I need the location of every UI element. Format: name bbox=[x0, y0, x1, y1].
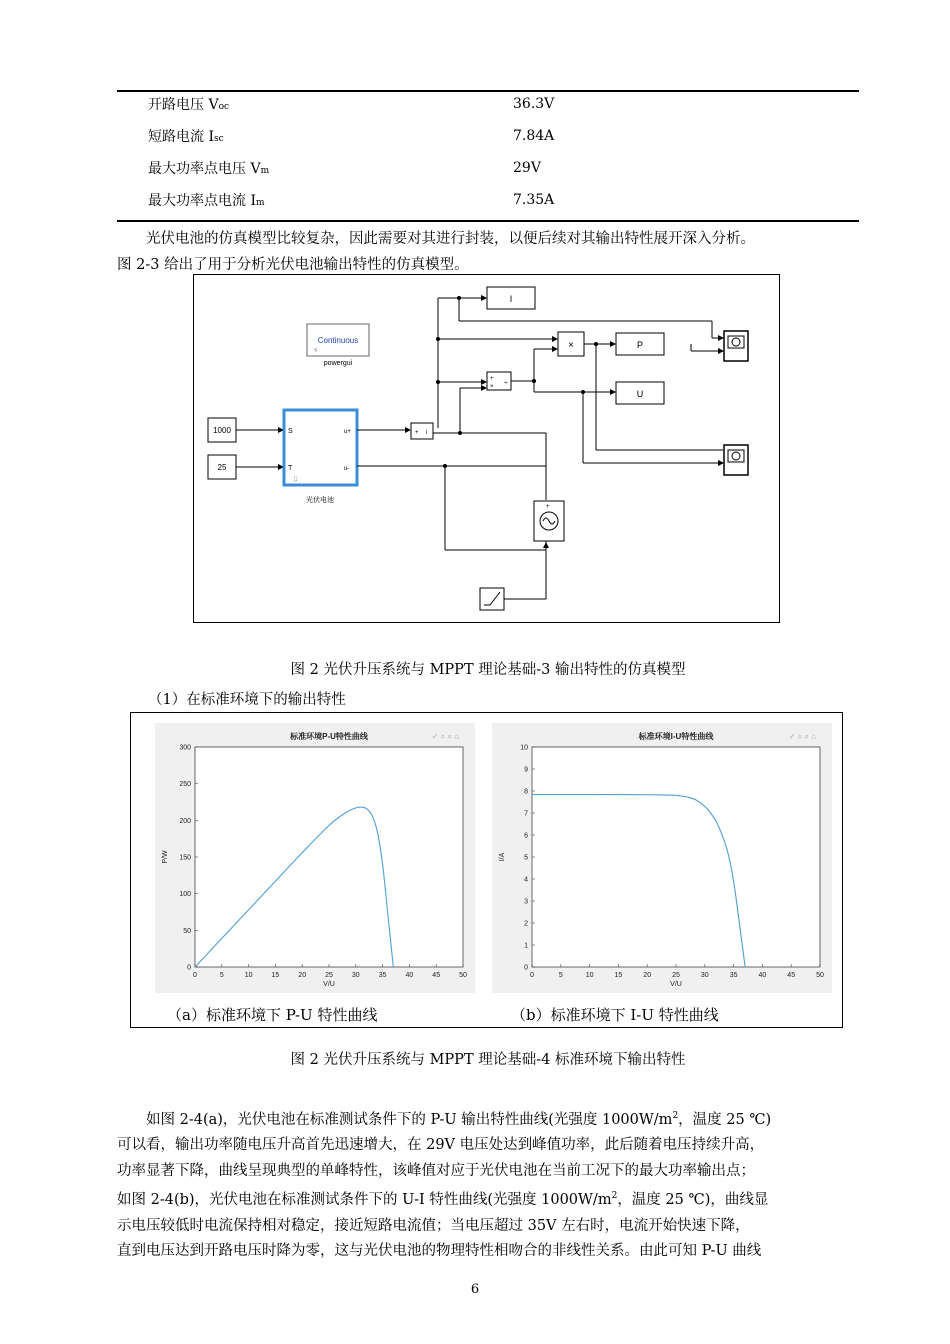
svg-text:1000: 1000 bbox=[213, 426, 231, 435]
svg-text:÷: ÷ bbox=[504, 380, 508, 387]
ramp-block[interactable] bbox=[480, 588, 504, 610]
divide-block[interactable] bbox=[487, 372, 511, 390]
chart-title: 标准环境P-U特性曲线 bbox=[290, 732, 368, 741]
y-tick-label: 250 bbox=[179, 781, 191, 789]
svg-text:I: I bbox=[509, 294, 513, 304]
iu-characteristic-chart bbox=[492, 723, 832, 993]
table-value: 7.35A bbox=[513, 192, 555, 208]
y-tick-label: 7 bbox=[524, 810, 528, 818]
svg-text:×: × bbox=[490, 384, 494, 390]
svg-text:+: + bbox=[546, 504, 550, 510]
y-tick-label: 0 bbox=[524, 964, 528, 972]
powergui-name: powergui bbox=[323, 360, 353, 367]
y-axis-label: P/W bbox=[162, 850, 169, 864]
x-tick-label: 25 bbox=[325, 972, 333, 979]
y-tick-label: 3 bbox=[524, 898, 528, 906]
svg-text:+: + bbox=[415, 430, 419, 436]
table-top-rule bbox=[117, 90, 859, 92]
section-heading: （1）在标准环境下的输出特性 bbox=[148, 692, 346, 708]
x-tick-label: 20 bbox=[643, 972, 652, 979]
y-tick-label: 8 bbox=[524, 788, 528, 796]
x-tick-label: 15 bbox=[271, 972, 280, 979]
page-number: 6 bbox=[470, 1282, 480, 1297]
scope-block-1[interactable] bbox=[724, 331, 748, 361]
svg-text:u-: u- bbox=[344, 466, 350, 472]
simulink-diagram bbox=[194, 275, 778, 621]
simulation-model-figure bbox=[193, 274, 780, 623]
svg-text:i: i bbox=[426, 430, 428, 436]
x-tick-label: 10 bbox=[585, 972, 594, 979]
table-value: 36.3V bbox=[513, 96, 555, 112]
y-tick-label: 1 bbox=[524, 942, 528, 950]
goto-block-u[interactable] bbox=[616, 382, 664, 404]
x-tick-label: 15 bbox=[614, 972, 623, 979]
x-tick-label: 10 bbox=[244, 972, 253, 979]
product-block[interactable] bbox=[558, 332, 584, 356]
powergui-label: Continuous bbox=[317, 336, 359, 345]
svg-text:u+: u+ bbox=[344, 429, 351, 435]
powergui-block[interactable] bbox=[307, 324, 369, 367]
y-axis-label: I/A bbox=[499, 852, 506, 862]
output-characteristics-figure bbox=[130, 712, 843, 1028]
y-tick-label: 4 bbox=[524, 876, 528, 884]
table-row: 最大功率点电压 Vm bbox=[148, 161, 270, 177]
x-axis-label: V/U bbox=[670, 981, 682, 988]
y-tick-label: 5 bbox=[524, 854, 528, 862]
y-tick-label: 300 bbox=[179, 744, 191, 752]
x-tick-label: 45 bbox=[432, 972, 441, 979]
scope-block-2[interactable] bbox=[724, 445, 748, 475]
svg-text:S: S bbox=[288, 428, 293, 435]
constant-block-temperature[interactable] bbox=[208, 455, 236, 479]
paragraph-2: 如图 2-4(a)，光伏电池在标准测试条件下的 P-U 输出特性曲线(光强度 $1000W/m^2$，温度 25 ℃) 可以看，输出功率随电压升高首先迅速增大，在 29V 电压处达到峰值功率，此后随着电压持续升高， 功率显著下降，曲线呈现典型的单峰特性，该峰值对应于光伏电池在当前工况下的最大功率输出点； 如图 2-4(b)，光伏电池在标准测试条件下的 U-I 特性曲线(光强度 $1000W/m^2$，温度 25 ℃)，曲线显 示电压较低时电流保持相对稳定，接近短路电流值；当电压超过 35V 左右时，电流开始快速下降， 直到电压达到开路电压时降为零，这与光伏电池的物理特性相吻合的非线性关系。由此可知 P-U 曲线 bbox=[117, 1111, 772, 1260]
subcaption-a: （a）标准环境下 P-U 特性曲线 bbox=[167, 1006, 378, 1024]
axes-toolbar-icon: ✓ ⌕ ⌕ ⌂ bbox=[788, 732, 816, 741]
table-value: 7.84A bbox=[513, 128, 555, 144]
y-tick-label: 200 bbox=[179, 817, 191, 825]
y-tick-label: 6 bbox=[524, 832, 528, 840]
plot-area bbox=[195, 747, 463, 967]
x-tick-label: 45 bbox=[787, 972, 796, 979]
powergui-icon: ⚡ bbox=[313, 346, 319, 355]
figure-caption-2-4: 图 2 光伏升压系统与 MPPT 理论基础-4 标准环境下输出特性 bbox=[290, 1052, 686, 1068]
svg-text:U: U bbox=[636, 389, 644, 399]
plot-area bbox=[532, 747, 820, 967]
pv-block-name: 光伏电池 bbox=[306, 497, 334, 504]
subsystem-mask-icon: ⇩ bbox=[292, 475, 299, 484]
chart-title: 标准环境I-U特性曲线 bbox=[638, 732, 714, 741]
table-row: 最大功率点电流 Im bbox=[148, 193, 265, 209]
paragraph-1: 光伏电池的仿真模型比较复杂，因此需要对其进行封装，以便后续对其输出特性展开深入分析。 图 2-3 给出了用于分析光伏电池输出特性的仿真模型。 bbox=[117, 231, 755, 273]
x-tick-label: 0 bbox=[193, 972, 197, 979]
x-tick-label: 5 bbox=[219, 972, 224, 979]
y-tick-label: 0 bbox=[187, 964, 191, 972]
controlled-voltage-source[interactable] bbox=[534, 501, 564, 541]
svg-text:×: × bbox=[568, 340, 574, 351]
y-tick-label: 150 bbox=[179, 854, 191, 862]
svg-text:+: + bbox=[490, 376, 494, 382]
x-tick-label: 40 bbox=[405, 972, 414, 979]
figure-caption-2-3: 图 2 光伏升压系统与 MPPT 理论基础-3 输出特性的仿真模型 bbox=[290, 662, 686, 678]
y-tick-label: 9 bbox=[524, 766, 528, 774]
x-axis-label: V/U bbox=[323, 981, 335, 988]
svg-text:25: 25 bbox=[217, 463, 227, 472]
current-measurement-block[interactable] bbox=[411, 423, 433, 439]
svg-text:T: T bbox=[288, 465, 293, 472]
x-tick-label: 35 bbox=[378, 972, 387, 979]
x-tick-label: 30 bbox=[700, 972, 709, 979]
y-tick-label: 10 bbox=[520, 744, 528, 752]
y-tick-label: 50 bbox=[183, 927, 191, 935]
constant-block-irradiance[interactable] bbox=[208, 418, 236, 442]
table-row: 开路电压 Voc bbox=[148, 97, 230, 113]
x-tick-label: 5 bbox=[558, 972, 563, 979]
x-tick-label: 35 bbox=[729, 972, 738, 979]
x-tick-label: 50 bbox=[459, 972, 467, 979]
axes-toolbar-icon: ✓ ⌕ ⌕ ⌂ bbox=[431, 732, 459, 741]
y-tick-label: 100 bbox=[179, 891, 191, 899]
goto-block-p[interactable] bbox=[616, 333, 664, 355]
table-value: 29V bbox=[513, 160, 541, 176]
x-tick-label: 40 bbox=[758, 972, 767, 979]
table-bottom-rule bbox=[117, 220, 859, 222]
svg-text:P: P bbox=[636, 340, 644, 350]
x-tick-label: 50 bbox=[816, 972, 824, 979]
subcaption-b: （b）标准环境下 I-U 特性曲线 bbox=[511, 1006, 719, 1024]
table-row: 短路电流 Isc bbox=[148, 129, 224, 145]
pv-subsystem-block[interactable] bbox=[284, 410, 357, 504]
goto-block-i[interactable] bbox=[487, 287, 535, 309]
x-tick-label: 0 bbox=[530, 972, 534, 979]
y-tick-label: 2 bbox=[524, 920, 528, 928]
x-tick-label: 20 bbox=[298, 972, 307, 979]
x-tick-label: 25 bbox=[672, 972, 680, 979]
x-tick-label: 30 bbox=[351, 972, 360, 979]
pu-characteristic-chart bbox=[155, 723, 475, 993]
